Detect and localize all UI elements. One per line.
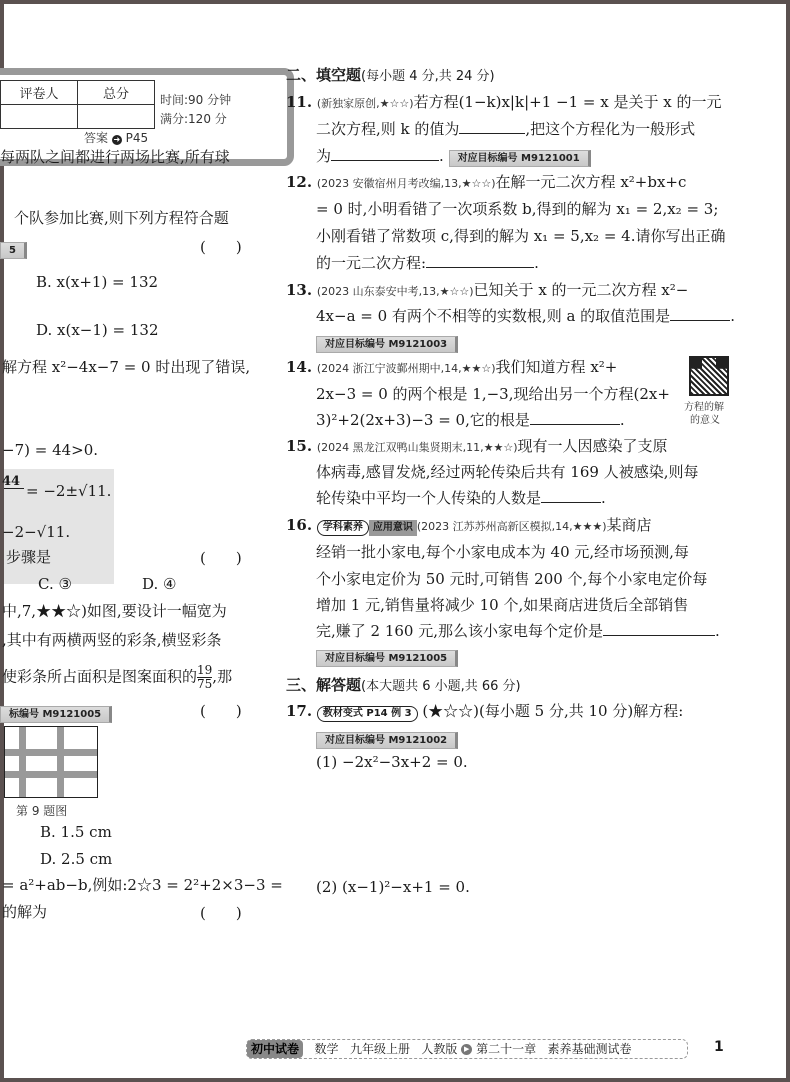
figure-vertical-stripe [57,727,64,797]
q11-line1 [286,92,721,114]
q16-text-1: 某商店 [606,516,652,534]
figure-vertical-stripe [19,727,26,797]
q11-text-3: 为 [316,147,332,165]
section2-title: 二、填空题 [286,66,362,84]
footer-label: 初中试卷 [247,1040,303,1058]
exam-full-score: 满分:120 分 [160,112,227,126]
section3-title: 三、解答题 [286,676,362,694]
q16-badge-application: 应用意识 [369,520,417,536]
q14-line2: 2x−3 = 0 的两个根是 1,−3,现给出另一个方程(2x+ [316,385,670,403]
q13-target-tag: 对应目标编号 M9121003 [316,332,458,353]
section2-note: (每小题 4 分,共 24 分) [361,69,495,84]
q12-line1 [286,172,686,194]
q15-line3: 轮传染中平均一个人传染的人数是 . [316,489,606,507]
q9-target-tag: 标编号 M9121005 [0,702,112,723]
q17-target-tag: 对应目标编号 M9121002 [316,728,458,749]
exam-page [0,4,786,1078]
q16-number: 16. [286,516,313,534]
q9-fraction-denominator: 75 [197,677,213,691]
q8-option-d: D. x(x−1) = 132 [36,321,159,339]
q-err-step2-numerator: 44 [2,474,21,489]
section2-heading [286,64,495,85]
q-err-option-c: C. ③ [38,575,72,593]
play-icon: ▶ [461,1044,472,1055]
q11-answer-blank-k[interactable] [459,119,525,134]
q11-text-2b: ,把这个方程化为一般形式 [525,120,696,138]
q9-line3-end: ,那 [212,667,233,686]
q11-number: 11. [286,93,313,111]
footer-edition: 人教版 [421,1042,458,1056]
q9-line2: ,其中有两横两竖的彩条,横竖彩条 [2,631,222,649]
q14-text-3: 3)²+2(2x+3)−3 = 0,它的根是 [316,411,530,429]
q11-line2 [316,119,695,139]
q16-line5: 完,赚了 2 160 元,那么该小家电每个定价是 . [316,622,720,640]
q-err-option-d: D. ④ [142,575,177,593]
q12-answer-blank[interactable] [426,253,534,268]
q16-line2: 经销一批小家电,每个小家电成本为 40 元,经市场预测,每 [316,543,689,561]
q-err-answer-paren: ( ) [200,549,242,567]
q13-text-2: 4x−a = 0 有两个不相等的实数根,则 a 的取值范围是 [316,307,671,325]
q15-text-1: 现有一人因感染了支原 [517,437,668,455]
q8-line1: 每两队之间都进行两场比赛,所有球 [0,148,230,166]
exam-time: 时间:90 分钟 [160,93,232,107]
q9-line3-text: 使彩条所占面积是图案面积的 [2,667,198,686]
q16-line1 [286,515,652,537]
q11-text-1: 若方程(1−k)x|k|+1 −1 = x 是关于 x 的一元 [413,93,722,111]
q11-line3: 为 . 对应目标编号 M9121001 [316,146,591,167]
q9-figure [4,726,98,798]
score-table-cell [1,105,78,129]
q12-line3: 小刚看错了常数项 c,得到的解为 x₁ = 5,x₂ = 4.请你写出正确 [316,227,726,245]
q11-answer-blank-form[interactable] [331,146,439,161]
footer-chapter: 第二十一章 [476,1042,537,1056]
q9-line1: 中,7,★★☆)如图,要设计一幅宽为 [2,602,227,620]
q15-number: 15. [286,437,313,455]
q16-badge-literacy: 学科素养 [317,520,369,536]
q8-target-tag: 5 [0,238,27,259]
page-number: 1 [714,1039,724,1055]
q9-line3 [2,664,232,691]
q14-source: (2024 浙江宁波鄞州期中,14,★★☆) [316,362,496,375]
q16-source: (2023 江苏苏州高新区模拟,14,★★★) [416,520,607,533]
q12-number: 12. [286,173,313,191]
q10-line1: = a²+ab−b,例如:2☆3 = 2²+2×3−3 = [2,876,283,894]
q9-figure-caption: 第 9 题图 [16,804,68,818]
qr-caption-2: 的意义 [690,415,720,426]
q11-source: (新独家原创,★☆☆) [316,97,414,110]
q9-fraction-numerator: 19 [197,663,213,677]
q16-target-tag: 对应目标编号 M9121005 [316,646,458,667]
q15-source: (2024 黑龙江双鸭山集贤期末,11,★★☆) [316,441,518,454]
q12-text-4: 的一元二次方程: [316,254,427,272]
q15-answer-blank[interactable] [541,488,601,503]
q9-option-d: D. 2.5 cm [40,850,113,868]
footer-test: 素养基础测试卷 [547,1042,632,1056]
qr-code-icon[interactable] [689,356,729,396]
q13-source: (2023 山东泰安中考,13,★☆☆) [316,285,474,298]
q15-line2: 体病毒,感冒发烧,经过两轮传染后共有 169 人被感染,则每 [316,463,699,481]
arrow-right-icon: ➜ [113,135,121,144]
fraction-bar [4,488,24,489]
q15-text-3: 轮传染中平均一个人传染的人数是 [316,489,542,507]
q9-option-b: B. 1.5 cm [40,823,112,841]
score-table [0,80,155,129]
q17-line1 [286,701,683,722]
q15-line1 [286,436,668,458]
score-table-grader-header: 评卷人 [1,81,78,105]
q10-answer-paren: ( ) [200,904,242,922]
q17-part1: (1) −2x²−3x+2 = 0. [316,753,468,771]
q14-number: 14. [286,358,313,376]
q8-answer-paren: ( ) [200,238,242,256]
q13-text-1: 已知关于 x 的一元二次方程 x²− [473,281,689,299]
q13-line2: 4x−a = 0 有两个不相等的实数根,则 a 的取值范围是 . [316,307,735,325]
q12-source: (2023 安徽宿州月考改编,13,★☆☆) [316,177,496,190]
footer-bar [246,1039,688,1059]
score-table-cell [78,105,155,129]
q17-part2: (2) (x−1)²−x+1 = 0. [316,878,470,896]
q-err-step1: −7) = 44>0. [2,441,99,459]
q14-answer-blank[interactable] [530,410,620,425]
q14-line3: 3)²+2(2x+3)−3 = 0,它的根是 . [316,411,625,429]
answer-reference [84,129,148,146]
footer-grade: 九年级上册 [349,1042,410,1056]
q13-answer-blank[interactable] [670,306,730,321]
q17-badge-textbook: 教材变式 P14 例 3 [317,706,418,722]
q16-line3: 个小家电定价为 50 元时,可销售 200 个,每个小家电定价每 [316,570,708,588]
q-err-question-end: 步骤是 [6,548,52,566]
q17-number: 17. [286,702,313,720]
q11-target-tag: 对应目标编号 M9121001 [449,150,591,167]
q11-text-2a: 二次方程,则 k 的值为 [316,120,460,138]
q12-line2: = 0 时,小明看错了一次项系数 b,得到的解为 x₁ = 2,x₂ = 3; [316,200,719,218]
section3-note: (本大题共 6 小题,共 66 分) [361,679,521,694]
figure-horizontal-stripe [5,771,97,778]
q-err-step2: = −2±√11. [26,482,112,500]
q-err-line1: 解方程 x²−4x−7 = 0 时出现了错误, [2,358,251,376]
q16-text-5: 完,赚了 2 160 元,那么该小家电每个定价是 [316,622,604,640]
q10-line2: 的解为 [2,903,48,921]
q9-fraction [197,664,212,691]
q16-answer-blank[interactable] [603,621,715,636]
figure-horizontal-stripe [5,749,97,756]
q16-line4: 增加 1 元,销售量将减少 10 个,如果商店进货后全部销售 [316,596,689,614]
footer-subject: 数学 [314,1042,339,1056]
q9-answer-paren: ( ) [200,702,242,720]
q13-line1 [286,280,688,302]
q12-line4: 的一元二次方程: . [316,254,539,272]
q17-text-1: (★☆☆)(每小题 5 分,共 10 分)解方程: [422,702,684,720]
score-table-total-header: 总分 [78,81,155,105]
q13-number: 13. [286,281,313,299]
q14-line1 [286,357,617,379]
answer-label: 答案 [84,131,109,145]
q14-text-1: 我们知道方程 x²+ [495,358,618,376]
answer-page: P45 [125,131,149,145]
qr-caption-1: 方程的解 [684,402,724,413]
q12-text-1: 在解一元二次方程 x²+bx+c [495,173,687,191]
q8-line2: 个队参加比赛,则下列方程符合题 [14,209,229,227]
q-err-step3: −2−√11. [2,523,71,541]
q8-option-b: B. x(x+1) = 132 [36,273,159,291]
section3-heading [286,674,521,695]
